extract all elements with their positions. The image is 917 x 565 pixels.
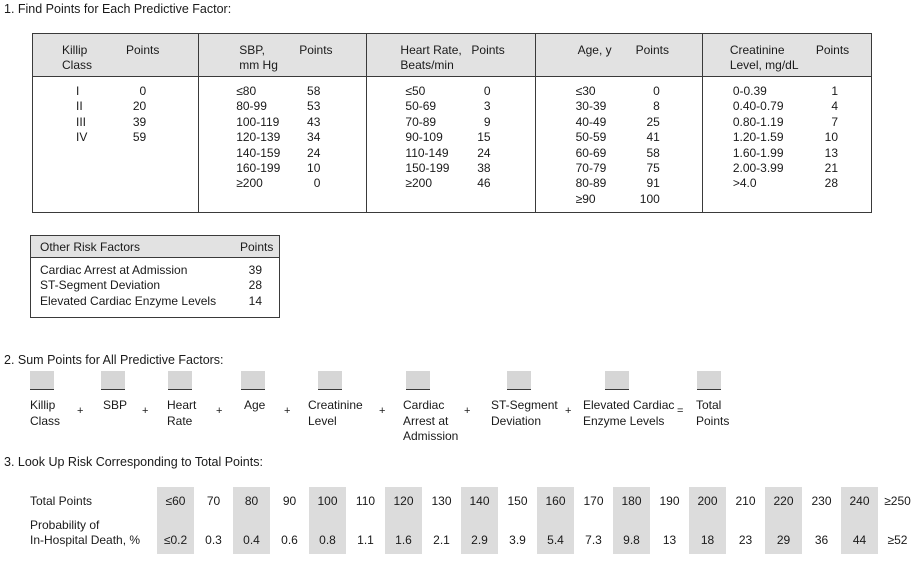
factor-points: 100	[639, 191, 660, 206]
factor-row	[199, 161, 366, 176]
factor-points: 10	[307, 160, 321, 175]
probability-value: 3.9	[509, 533, 526, 547]
factor-row	[33, 99, 198, 114]
sum-factor-label: Heart Rate	[167, 398, 197, 428]
factor-points: 21	[824, 160, 838, 175]
factor-range: ≤50	[405, 84, 426, 98]
points-entry-box[interactable]	[241, 371, 265, 390]
probability-value: 2.9	[471, 533, 488, 547]
factor-range: 150-199	[405, 160, 450, 175]
factor-row	[367, 115, 534, 130]
factor-points: 7	[831, 114, 838, 129]
factor-row	[367, 130, 534, 145]
risk-factor-label: Elevated Cardiac Enzyme Levels	[40, 293, 217, 308]
probability-value: 1.1	[357, 533, 374, 547]
factor-row	[703, 146, 871, 161]
other-risk-header-label: Other Risk Factors	[40, 240, 141, 254]
plus-sign: +	[216, 405, 223, 417]
factor-points: 15	[477, 130, 491, 145]
probability-value: 7.3	[585, 533, 602, 547]
factor-range: ≤80	[236, 84, 257, 98]
factor-points: 28	[824, 176, 838, 191]
factor-row	[703, 99, 871, 114]
factor-range: 70-79	[575, 160, 607, 175]
column-header	[536, 34, 702, 77]
plus-sign: +	[565, 405, 572, 417]
factor-points: 1	[831, 84, 838, 98]
points-entry-box[interactable]	[101, 371, 125, 390]
points-entry-box[interactable]	[697, 371, 721, 390]
factor-range: 50-69	[405, 99, 437, 114]
factor-rows	[703, 84, 871, 192]
factor-points: 46	[477, 176, 491, 191]
factor-rows	[33, 84, 198, 146]
factor-row	[33, 84, 198, 99]
plus-sign: +	[77, 405, 84, 417]
factor-row	[703, 130, 871, 145]
factor-row	[703, 161, 871, 176]
factor-points: 59	[132, 130, 147, 145]
probability-value: 2.1	[433, 533, 450, 547]
factor-row	[199, 99, 366, 114]
probability-value: ≥52	[887, 533, 908, 547]
points-header: Points	[299, 43, 333, 57]
total-points-value: 130	[431, 494, 452, 508]
risk-factor-points: 14	[248, 293, 262, 308]
factor-row	[199, 176, 366, 191]
sum-factor-label: SBP	[103, 398, 128, 412]
points-header: Points	[815, 43, 850, 57]
factor-points: 0	[653, 84, 660, 98]
factor-row	[536, 99, 702, 114]
factor-range: 1.20-1.59	[732, 130, 784, 145]
factor-range: ≥90	[575, 191, 596, 206]
risk-factor-points: 28	[248, 278, 262, 293]
factor-points: 3	[483, 99, 491, 114]
factor-row	[199, 115, 366, 130]
sum-factor-label: Age	[244, 398, 266, 412]
factor-rows	[199, 84, 366, 192]
factor-range: I	[76, 84, 80, 98]
other-risk-header	[31, 236, 279, 258]
total-points-value: 100	[317, 494, 338, 508]
factor-range: 0-0.39	[732, 84, 767, 98]
sum-factor-label: Killip Class	[30, 398, 61, 428]
other-risk-points-header: Points	[240, 240, 274, 254]
factor-range: IV	[76, 130, 88, 145]
sum-factor-label: Creatinine Level	[308, 398, 363, 428]
factor-range: 1.60-1.99	[732, 145, 784, 160]
total-points-value: 190	[659, 494, 680, 508]
factor-range: 50-59	[575, 130, 607, 145]
factor-points: 4	[831, 99, 838, 114]
points-header: Points	[471, 43, 505, 57]
factor-points: 39	[132, 114, 147, 129]
factor-header: Age, y	[577, 43, 612, 57]
factor-row	[536, 176, 702, 191]
probability-value: 29	[776, 533, 791, 547]
points-entry-box[interactable]	[507, 371, 531, 390]
factor-row	[536, 161, 702, 176]
plus-sign: +	[379, 405, 386, 417]
factor-row	[199, 130, 366, 145]
probability-value: 5.4	[547, 533, 564, 547]
factor-range: 60-69	[575, 145, 607, 160]
factor-range: 40-49	[575, 114, 607, 129]
probability-value: 0.3	[205, 533, 222, 547]
plus-sign: +	[464, 405, 471, 417]
points-header: Points	[126, 43, 160, 57]
plus-sign: +	[142, 405, 149, 417]
total-points-value: 160	[545, 494, 566, 508]
probability-value: 9.8	[623, 533, 640, 547]
factor-range: 0.80-1.19	[732, 114, 784, 129]
factor-row	[703, 84, 871, 99]
points-entry-box[interactable]	[406, 371, 430, 390]
factor-row	[199, 84, 366, 99]
column-header	[367, 34, 534, 77]
risk-factor-points: 39	[248, 263, 262, 277]
factor-points: 34	[307, 130, 321, 145]
factor-range: ≤30	[575, 84, 596, 98]
factor-header: Heart Rate, Beats/min	[400, 43, 462, 72]
factor-range: II	[76, 99, 83, 114]
probability-value: 0.6	[281, 533, 298, 547]
factor-rows	[536, 84, 702, 207]
factor-points: 8	[653, 99, 660, 114]
factor-row	[367, 146, 534, 161]
other-risk-factors-table	[30, 235, 280, 318]
total-points-value: 220	[773, 494, 794, 508]
total-points-value: 90	[282, 494, 297, 508]
factor-points: 9	[483, 114, 491, 129]
factor-points: 20	[132, 99, 147, 114]
factor-row	[367, 99, 534, 114]
total-points-value: ≥250	[884, 494, 911, 508]
factor-column	[702, 34, 871, 212]
probability-value: 23	[738, 533, 753, 547]
total-points-value: 240	[849, 494, 870, 508]
factor-range: 90-109	[405, 130, 443, 145]
factor-points: 91	[646, 176, 660, 191]
total-points-value: 230	[811, 494, 832, 508]
factor-rows	[367, 84, 534, 192]
predictive-factors-table	[32, 33, 872, 213]
total-points-label: Total Points	[30, 494, 93, 508]
factor-points: 38	[477, 160, 491, 175]
sum-factor-label: ST-Segment Deviation	[491, 398, 558, 428]
factor-range: 80-89	[575, 176, 607, 191]
total-points-value: 210	[735, 494, 756, 508]
points-entry-box[interactable]	[605, 371, 629, 390]
factor-range: 80-99	[236, 99, 267, 114]
column-header	[703, 34, 871, 77]
factor-points: 24	[307, 145, 321, 160]
points-entry-box[interactable]	[30, 371, 54, 390]
factor-points: 25	[646, 114, 660, 129]
other-risk-row	[31, 278, 279, 293]
factor-header: Creatinine Level, mg/dL	[729, 43, 799, 72]
factor-row	[33, 130, 198, 145]
section3-title: 3. Look Up Risk Corresponding to Total Points:	[4, 455, 263, 469]
total-points-value: 150	[507, 494, 528, 508]
factor-points: 0	[483, 84, 491, 98]
total-points-value: 140	[469, 494, 490, 508]
factor-range: 0.40-0.79	[732, 99, 784, 114]
factor-row	[703, 115, 871, 130]
factor-points: 43	[307, 114, 321, 129]
factor-points: 41	[646, 130, 660, 145]
factor-column	[535, 34, 702, 212]
sum-factor-label: Cardiac Arrest at Admission	[403, 398, 459, 443]
factor-points: 0	[139, 84, 147, 98]
probability-value: 0.4	[243, 533, 260, 547]
probability-value: 44	[852, 533, 867, 547]
factor-column	[198, 34, 366, 212]
factor-range: >4.0	[732, 176, 757, 191]
equals-sign: =	[677, 405, 684, 417]
factor-row	[367, 176, 534, 191]
factor-row	[367, 84, 534, 99]
factor-header: Killip Class	[62, 43, 93, 72]
factor-range: 110-149	[405, 145, 449, 160]
factor-range: 120-139	[236, 130, 281, 145]
column-header	[33, 34, 198, 77]
factor-column	[366, 34, 534, 212]
factor-range: 140-159	[236, 145, 281, 160]
total-points-value: 170	[583, 494, 604, 508]
factor-row	[536, 146, 702, 161]
factor-row	[199, 146, 366, 161]
factor-row	[703, 176, 871, 191]
factor-row	[33, 115, 198, 130]
total-points-value: 180	[621, 494, 642, 508]
factor-range: 100-119	[236, 114, 280, 129]
factor-range: ≥200	[405, 176, 433, 191]
section1-title: 1. Find Points for Each Predictive Factor:	[4, 2, 232, 16]
factor-row	[367, 161, 534, 176]
points-header: Points	[635, 43, 669, 57]
probability-label: Probability of In-Hospital Death, %	[30, 518, 141, 547]
column-header	[199, 34, 366, 77]
factor-points: 0	[313, 176, 321, 191]
factor-range: 70-89	[405, 114, 437, 129]
total-points-value: 120	[393, 494, 414, 508]
factor-points: 13	[824, 145, 838, 160]
factor-points: 58	[307, 84, 321, 98]
other-risk-row	[31, 294, 279, 309]
factor-header: SBP, mm Hg	[239, 43, 278, 72]
total-points-value: 200	[697, 494, 718, 508]
probability-value: 1.6	[395, 533, 412, 547]
probability-value: 36	[814, 533, 829, 547]
factor-points: 58	[646, 145, 660, 160]
section2-title: 2. Sum Points for All Predictive Factors:	[4, 353, 224, 367]
risk-factor-label: ST-Segment Deviation	[40, 278, 161, 293]
factor-range: III	[76, 114, 87, 129]
points-entry-box[interactable]	[168, 371, 192, 390]
probability-value: 13	[662, 533, 677, 547]
factor-row	[536, 192, 702, 207]
total-points-value: 80	[244, 494, 259, 508]
plus-sign: +	[284, 405, 291, 417]
total-points-value: 110	[355, 494, 376, 508]
sum-factor-label: Elevated Cardiac Enzyme Levels	[583, 398, 675, 428]
other-risk-row	[31, 263, 279, 278]
factor-range: 160-199	[236, 160, 281, 175]
probability-value: 18	[700, 533, 715, 547]
factor-range: 2.00-3.99	[732, 160, 784, 175]
points-entry-box[interactable]	[318, 371, 342, 390]
total-points-value: 70	[206, 494, 221, 508]
factor-row	[536, 130, 702, 145]
factor-range: 30-39	[575, 99, 607, 114]
factor-points: 24	[477, 145, 491, 160]
factor-points: 10	[824, 130, 838, 145]
factor-row	[536, 84, 702, 99]
total-points-value: ≤60	[165, 494, 186, 508]
factor-range: ≥200	[236, 176, 263, 191]
risk-factor-label: Cardiac Arrest at Admission	[40, 263, 188, 277]
factor-points: 53	[307, 99, 321, 114]
factor-row	[536, 115, 702, 130]
factor-column	[33, 34, 198, 212]
factor-points: 75	[646, 160, 660, 175]
probability-value: 0.8	[319, 533, 336, 547]
sum-factor-label: Total Points	[696, 398, 730, 428]
probability-value: ≤0.2	[163, 533, 188, 547]
